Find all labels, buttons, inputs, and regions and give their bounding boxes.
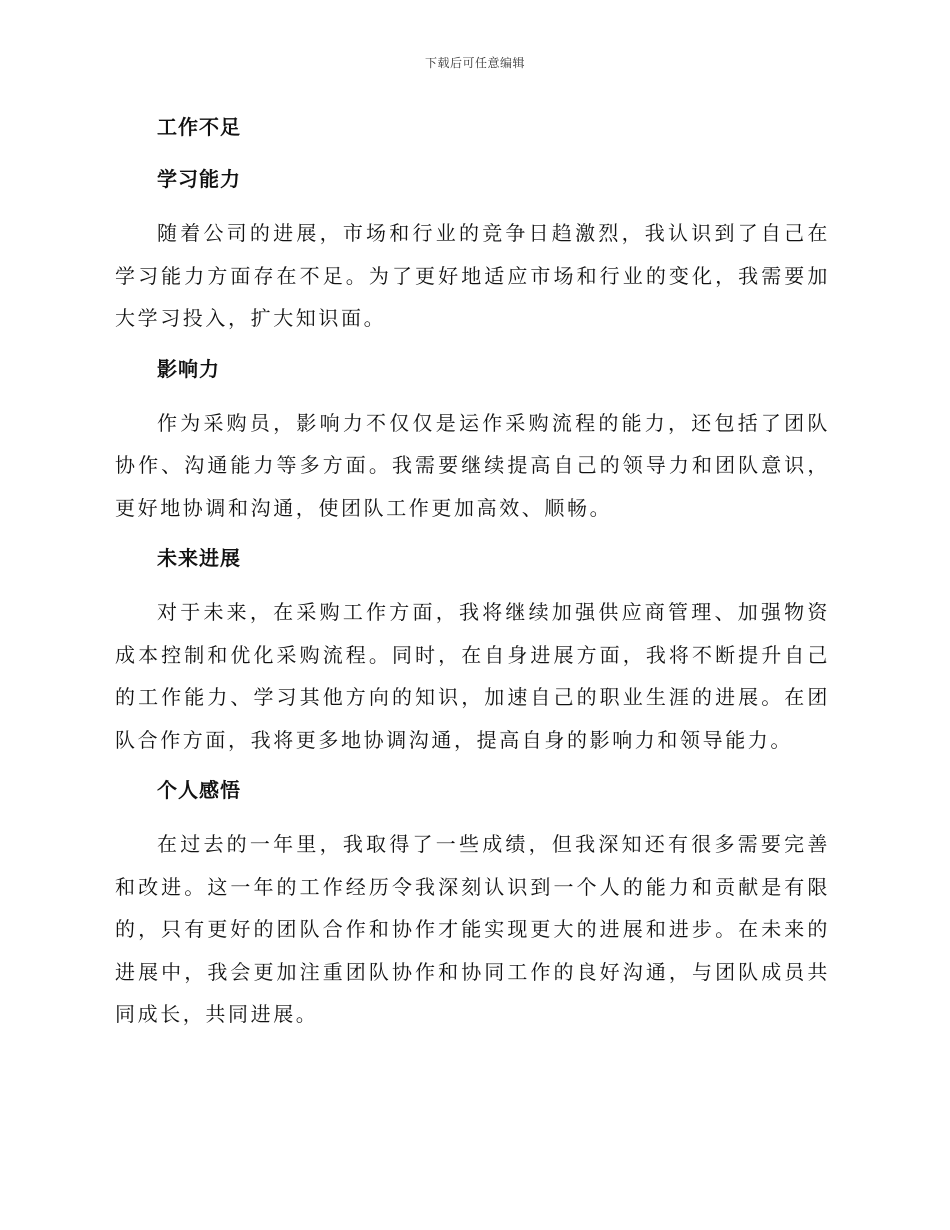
section-learning	[115, 160, 830, 340]
section-heading: 个人感悟	[157, 778, 241, 802]
section-future	[115, 539, 830, 761]
section-title: 工作不足	[157, 115, 241, 139]
section-influence	[115, 350, 830, 530]
section-paragraph: 对于未来，在采购工作方面，我将继续加强供应商管理、加强物资成本控制和优化采购流程。同时，在自身进展方面，我将不断提升自己的工作能力、学习其他方向的知识，加速自己的职业生涯的进展。在团队合作方面，我将更多地协调沟通，提高自身的影响力和领导能力。	[115, 600, 830, 752]
section-heading: 学习能力	[157, 167, 241, 191]
running-header: 下载后可任意编辑	[424, 56, 525, 70]
section-heading: 影响力	[157, 356, 220, 381]
document-body	[115, 108, 830, 1046]
section-paragraph: 作为采购员，影响力不仅仅是运作采购流程的能力，还包括了团队协作、沟通能力等多方面。我需要继续提高自己的领导力和团队意识，更好地协调和沟通，使团队工作更加高效、顺畅。	[115, 410, 830, 520]
section-paragraph: 随着公司的进展，市场和行业的竞争日趋激烈，我认识到了自己在学习能力方面存在不足。为了更好地适应市场和行业的变化，我需要加大学习投入，扩大知识面。	[115, 221, 830, 330]
section-paragraph: 在过去的一年里，我取得了一些成绩，但我深知还有很多需要完善和改进。这一年的工作经历令我深刻认识到一个人的能力和贡献是有限的，只有更好的团队合作和协作才能实现更大的进展和进步。在未来的进展中，我会更加注重团队协作和协同工作的良好沟通，与团队成员共同成长，共同进展。	[115, 832, 830, 1026]
section-heading: 未来进展	[157, 546, 241, 570]
section-reflection	[115, 771, 830, 1036]
